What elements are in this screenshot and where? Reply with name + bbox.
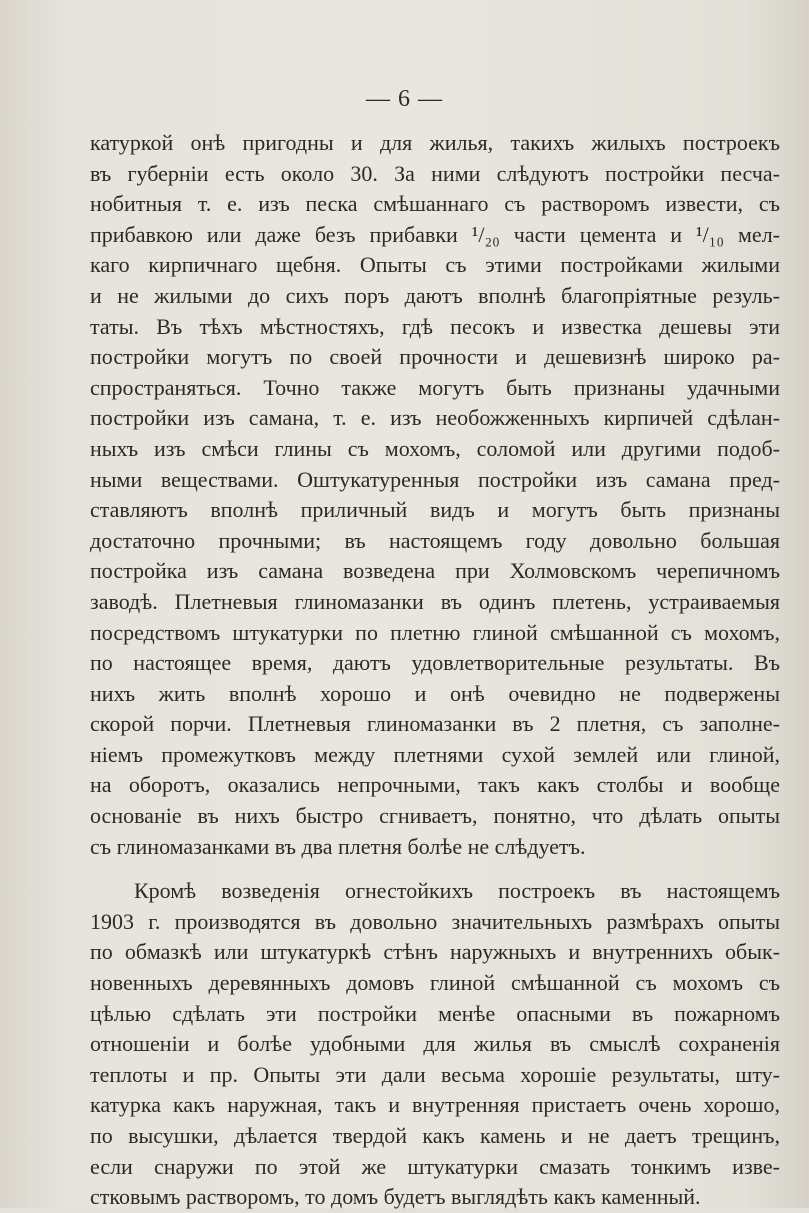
text-line: ставляютъ вполнѣ приличный видъ и могутъ быть признаны <box>90 497 780 523</box>
text-line: въ губерніи есть около 30. За ними слѣдуютъ постройки песча- <box>90 160 780 186</box>
text-line: посредствомъ штукатурки по плетню глиной смѣшанной съ мохомъ, <box>90 619 780 645</box>
text-line: нихъ жить вполнѣ хорошо и онѣ очевидно не подвержены <box>90 680 780 706</box>
text-line: нобитныя т. е. изъ песка смѣшаннаго съ растворомъ извести, съ <box>90 191 780 217</box>
text-line: каго кирпичнаго щебня. Опыты съ этими постройками жилыми <box>90 252 780 278</box>
text-line: на оборотъ, оказались непрочными, такъ какъ столбы и вообще <box>90 772 780 798</box>
text-line: по высушки, дѣлается твердой какъ камень и не даетъ трещинъ, <box>90 1123 780 1148</box>
text-line: катуркой онѣ пригодны и для жилья, такихъ жилыхъ построекъ <box>90 130 780 155</box>
text-line: скорой порчи. Плетневыя глиномазанки въ 2 плетня, съ заполне- <box>90 711 780 737</box>
text-line: 1903 г. производятся въ довольно значительныхъ размѣрахъ опыты <box>90 908 780 934</box>
text-line: по настоящее время, даютъ удовлетворительные результаты. Въ <box>90 650 780 676</box>
text-line: спространяться. Точно также могутъ быть признаны удачными <box>90 374 780 400</box>
text-line: ными веществами. Оштукатуренныя постройки изъ самана пред- <box>90 466 780 492</box>
text-line: отношеніи и болѣе удобными для жилья въ смыслѣ сохраненія <box>90 1031 780 1057</box>
text-line: по обмазкѣ или штукатуркѣ стѣнъ наружныхъ и внутреннихъ обык- <box>90 939 780 965</box>
text-line: прибавкою или даже безъ прибавки ¹/₂₀ части цемента и ¹/₁₀ мел- <box>90 221 780 247</box>
text-line: цѣлью сдѣлать эти постройки менѣе опасными въ пожарномъ <box>90 1000 780 1026</box>
text-line: постройки изъ самана, т. е. изъ необожженныхъ кирпичей сдѣлан- <box>90 405 780 431</box>
text-line: катурка какъ наружная, такъ и внутренняя пристаетъ очень хорошо, <box>90 1092 780 1118</box>
text-line: съ глиномазанками въ два плетня болѣе не слѣдуетъ. <box>90 833 586 859</box>
text-line: постройка изъ самана возведена при Холмовскомъ черепичномъ <box>90 558 780 584</box>
body-text <box>90 128 780 1213</box>
text-line: Кромѣ возведенія огнестойкихъ построекъ въ настоящемъ <box>134 878 780 904</box>
text-line: и не жилыми до сихъ поръ даютъ вполнѣ благопріятные резуль- <box>90 282 780 308</box>
text-line: новенныхъ деревянныхъ домовъ глиной смѣшанной съ мохомъ съ <box>90 970 780 996</box>
text-line: если снаружи по этой же штукатурки смазать тонкимъ изве- <box>90 1153 780 1179</box>
paragraph-2 <box>90 876 780 1213</box>
text-line: таты. Въ тѣхъ мѣстностяхъ, гдѣ песокъ и известка дешевы эти <box>90 313 780 339</box>
text-line: постройки могутъ по своей прочности и дешевизнѣ широко ра- <box>90 344 780 370</box>
text-line: стковымъ растворомъ, то домъ будетъ выглядѣть какъ каменный. <box>90 1184 701 1210</box>
page-number: — 6 — <box>366 86 443 112</box>
paragraph-gap <box>90 862 780 876</box>
paragraph-1 <box>90 128 780 862</box>
text-line: заводѣ. Плетневыя глиномазанки въ одинъ плетень, устраиваемыя <box>90 588 780 614</box>
text-line: ныхъ изъ смѣси глины съ мохомъ, соломой или другими подоб- <box>90 435 780 461</box>
text-line: основаніе въ нихъ быстро сгниваетъ, понятно, что дѣлать опыты <box>90 803 780 829</box>
text-line: достаточно прочными; въ настоящемъ году довольно большая <box>90 527 780 553</box>
text-line: теплоты и пр. Опыты эти дали весьма хорошіе результаты, шту- <box>90 1061 780 1087</box>
text-line: ніемъ промежутковъ между плетнями сухой землей или глиной, <box>90 741 780 767</box>
